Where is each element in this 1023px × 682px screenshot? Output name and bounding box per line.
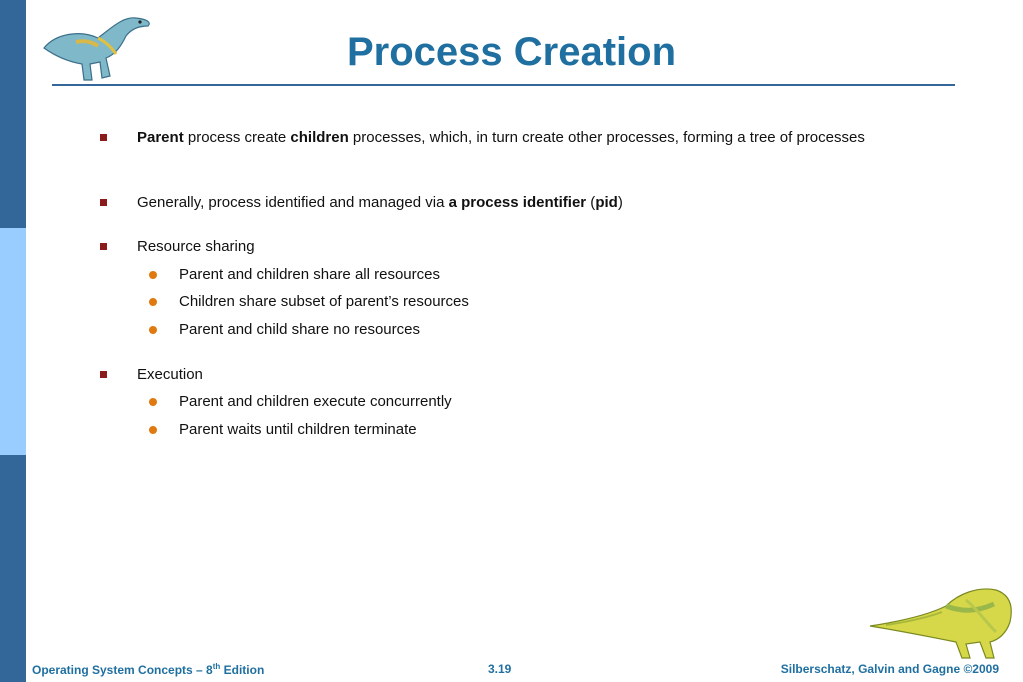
page-title: Process Creation: [346, 30, 677, 74]
round-bullet-icon: [149, 298, 157, 306]
footer-text: Operating System Concepts – 8: [32, 663, 213, 677]
bullet-text: pid: [595, 194, 618, 211]
page-number: 3.19: [488, 662, 512, 676]
bullet-parent-children: [137, 128, 907, 148]
square-bullet-icon: [100, 199, 107, 206]
footer-authors: Silberschatz, Galvin and Gagne ©2009: [780, 662, 999, 676]
footer-book-title: [32, 662, 264, 677]
sub-bullet: [179, 292, 469, 312]
sub-bullet-text: Children share subset of parent’s resources: [179, 293, 469, 310]
footer-text: th: [212, 662, 221, 671]
bullet-process-identifier: [137, 193, 907, 213]
round-bullet-icon: [149, 398, 157, 406]
square-bullet-icon: [100, 243, 107, 250]
square-bullet-icon: [100, 371, 107, 378]
bullet-text: Generally, process identified and managed via: [137, 194, 449, 211]
sub-bullet: [179, 320, 420, 340]
sub-bullet: [179, 392, 452, 412]
sub-bullet: [179, 265, 440, 285]
footer-text: Edition: [220, 663, 265, 677]
bullet-text: Execution: [137, 366, 203, 383]
bullet-text: Parent: [137, 129, 184, 146]
left-sidebar: [0, 0, 26, 682]
bullet-text: Resource sharing: [137, 238, 255, 255]
title-divider: [52, 84, 955, 86]
bullet-text: a process identifier: [448, 194, 587, 211]
round-bullet-icon: [149, 426, 157, 434]
sidebar-band-bottom: [0, 455, 26, 682]
sub-bullet-text: Parent and children share all resources: [179, 266, 440, 283]
bullet-text: (: [586, 194, 596, 211]
sub-bullet: [179, 420, 417, 440]
sub-bullet-text: Parent and child share no resources: [179, 321, 420, 338]
sub-bullet-text: Parent waits until children terminate: [179, 421, 417, 438]
round-bullet-icon: [149, 326, 157, 334]
bullet-text: ): [617, 194, 623, 211]
round-bullet-icon: [149, 271, 157, 279]
bullet-execution: [137, 365, 907, 385]
sub-bullet-text: Parent and children execute concurrently: [179, 393, 452, 410]
sidebar-band-middle: [0, 228, 26, 455]
bullet-resource-sharing: [137, 237, 907, 257]
bullet-text: processes, which, in turn create other processes, forming a tree of processes: [348, 129, 865, 146]
bullet-text: children: [290, 129, 349, 146]
dinosaur-logo-icon: [866, 582, 1016, 662]
square-bullet-icon: [100, 134, 107, 141]
bullet-text: process create: [183, 129, 291, 146]
